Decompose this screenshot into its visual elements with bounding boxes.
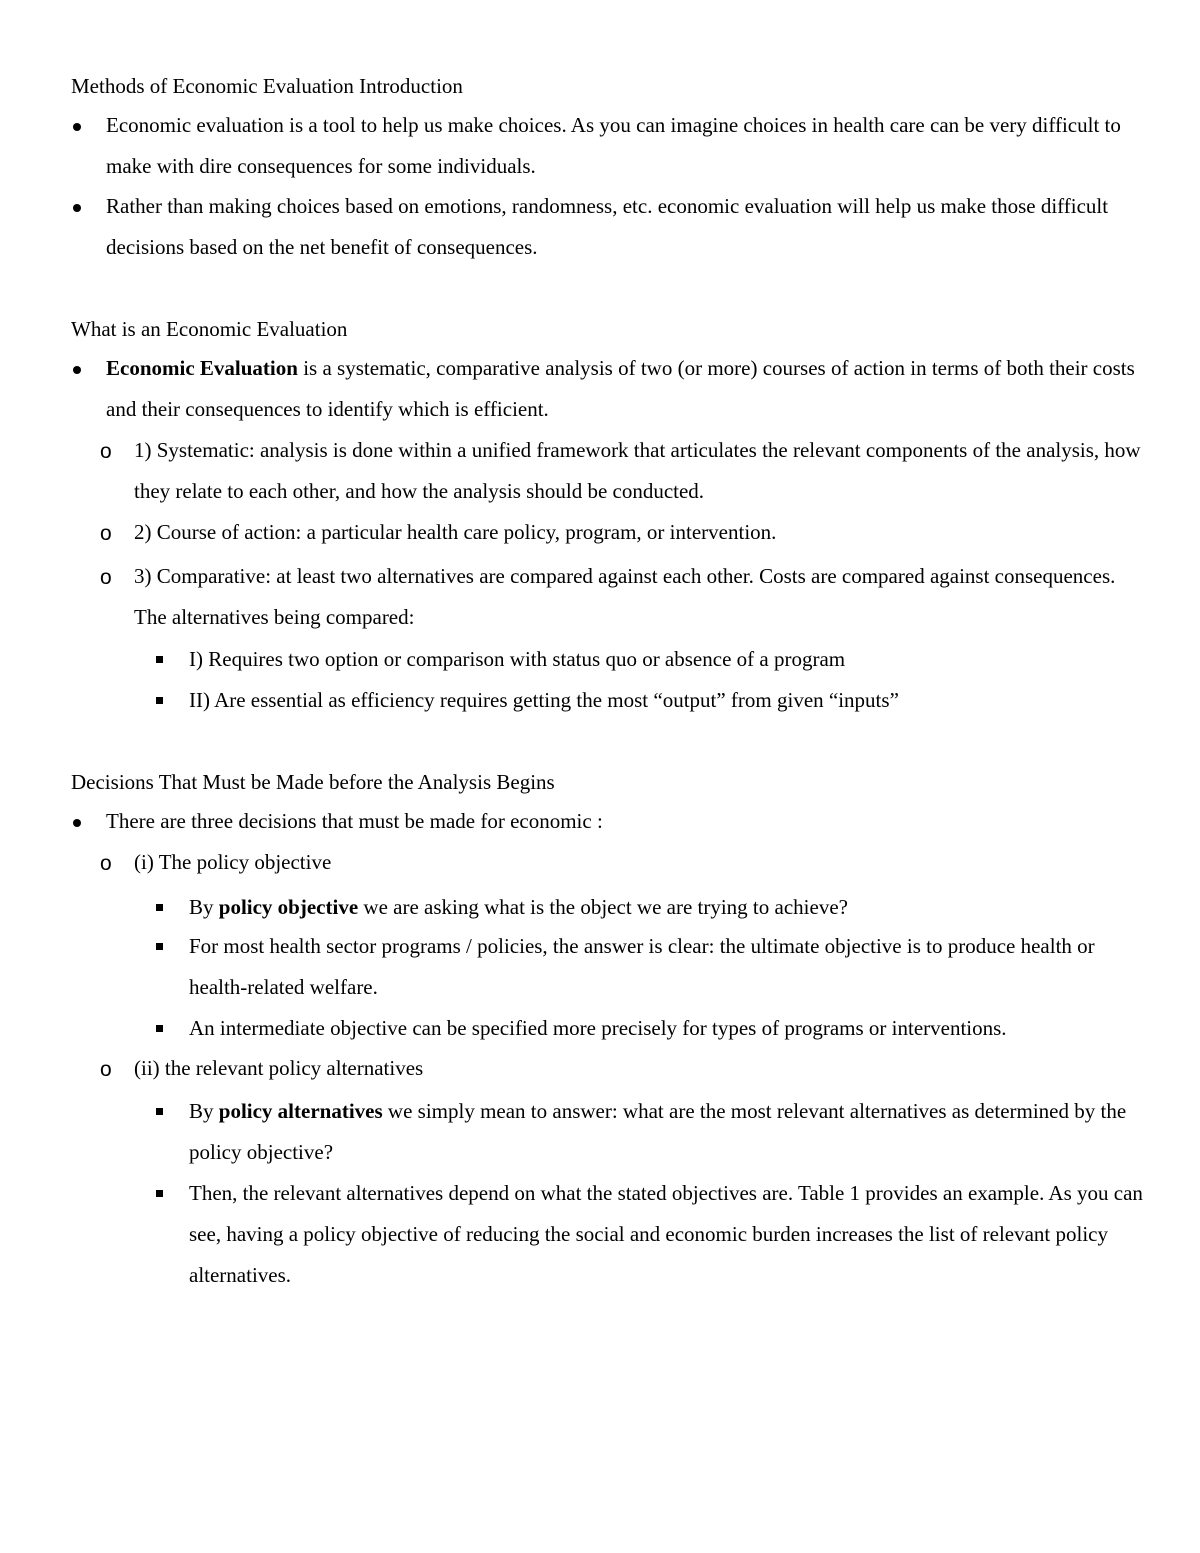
- square-bullet-icon: [156, 656, 163, 663]
- circle-bullet-icon: o: [100, 522, 112, 545]
- square-bullet-icon: [156, 1025, 163, 1032]
- list-item: II) Are essential as efficiency requires getting the most “output” from given “inputs”: [189, 688, 899, 712]
- list-item: 1) Systematic: analysis is done within a unified framework that articulates the relevant components of the analysis, how they relate to each other, and how the analysis should be conducted.: [134, 438, 1141, 503]
- list-item: (i) The policy objective: [134, 850, 332, 874]
- list-item-prefix: By: [189, 895, 219, 919]
- list-item: [189, 1091, 1149, 1173]
- bullet-icon: [73, 123, 81, 131]
- bullet-icon: [73, 819, 81, 827]
- list-item: 2) Course of action: a particular health care policy, program, or intervention.: [134, 520, 777, 544]
- square-bullet-icon: [156, 904, 163, 911]
- term-bold: policy objective: [218, 895, 359, 919]
- list-item: Economic evaluation is a tool to help us make choices. As you can imagine choices in health care can be very difficult to make with dire consequences for some individuals.: [106, 113, 1121, 178]
- list-item: Rather than making choices based on emotions, randomness, etc. economic evaluation will help us make those difficult decisions based on the net benefit of consequences.: [106, 194, 1109, 259]
- list-item: I) Requires two option or comparison with status quo or absence of a program: [189, 647, 846, 671]
- circle-bullet-icon: o: [100, 566, 112, 589]
- list-item: [106, 348, 1136, 430]
- list-item: (ii) the relevant policy alternatives: [134, 1056, 424, 1080]
- section-heading: What is an Economic Evaluation: [71, 317, 348, 341]
- list-item-text: we are asking what is the object we are trying to achieve?: [358, 895, 848, 919]
- circle-bullet-icon: o: [100, 440, 112, 463]
- circle-bullet-icon: o: [100, 852, 112, 875]
- square-bullet-icon: [156, 1190, 163, 1197]
- list-item: There are three decisions that must be made for economic :: [106, 809, 603, 833]
- list-item-prefix: By: [189, 1099, 219, 1123]
- list-item-text: is a systematic, comparative analysis of two (or more) courses of action in terms of both their costs and their consequences to identify which is efficient.: [106, 356, 1135, 421]
- square-bullet-icon: [156, 943, 163, 950]
- term-bold: Economic Evaluation: [106, 356, 298, 380]
- list-item: For most health sector programs / policies, the answer is clear: the ultimate objective is to produce health or health-related welfare.: [189, 934, 1095, 999]
- bullet-icon: [73, 204, 81, 212]
- square-bullet-icon: [156, 697, 163, 704]
- list-item: [189, 887, 1149, 928]
- list-item: Then, the relevant alternatives depend on what the stated objectives are. Table 1 provides an example. As you can see, having a policy objective of reducing the social and economic burden increases the list of relevant policy alternatives.: [189, 1181, 1143, 1287]
- section-heading: Methods of Economic Evaluation Introduction: [71, 74, 463, 98]
- list-item-text: we simply mean to answer: what are the most relevant alternatives as determined by the policy objective?: [189, 1099, 1127, 1164]
- term-bold: policy alternatives: [218, 1099, 383, 1123]
- square-bullet-icon: [156, 1108, 163, 1115]
- circle-bullet-icon: o: [100, 1058, 112, 1081]
- list-item: 3) Comparative: at least two alternatives are compared against each other. Costs are compared against consequences. The alternatives being compared:: [134, 564, 1116, 629]
- bullet-icon: [73, 366, 81, 374]
- section-heading: Decisions That Must be Made before the Analysis Begins: [71, 770, 555, 794]
- list-item: An intermediate objective can be specified more precisely for types of programs or interventions.: [189, 1016, 1007, 1040]
